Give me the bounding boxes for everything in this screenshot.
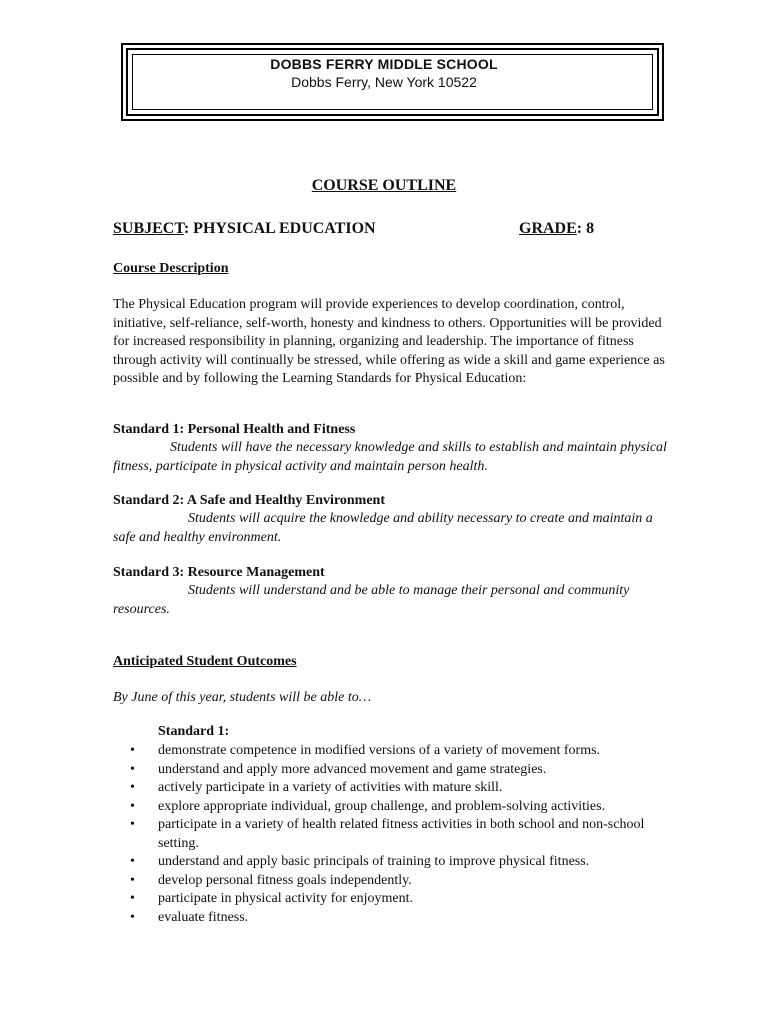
standard-1-title: Standard 1: Personal Health and Fitness xyxy=(113,422,356,437)
list-item xyxy=(130,853,660,872)
outcomes-heading: Anticipated Student Outcomes xyxy=(113,654,297,669)
course-description-paragraph: The Physical Education program will provide experiences to develop coordination, control, initiative, self-reliance, self-worth, honesty and kindness to others. Opportunities will be provided for increased responsibility in planning, organizing and leadership. The importance of fitness through activity will continually be stressed, while offering as wide a skill and game experience as possible and by following the Learning Standards for Physical Education: xyxy=(113,297,665,386)
standard-3-title: Standard 3: Resource Management xyxy=(113,565,325,580)
standard-2-title: Standard 2: A Safe and Healthy Environment xyxy=(113,493,386,508)
standard-3-text: Students will understand and be able to manage their personal and community resources. xyxy=(113,583,630,617)
list-item xyxy=(130,798,660,817)
list-item xyxy=(130,909,660,928)
bullet-icon: • xyxy=(130,743,135,758)
bullet-icon: • xyxy=(130,872,135,888)
subject-label: SUBJECT xyxy=(113,220,184,237)
bullet-icon: • xyxy=(130,909,135,925)
grade-value: : 8 xyxy=(576,220,595,237)
document-title: COURSE OUTLINE xyxy=(311,177,457,194)
outcome-text: explore appropriate individual, group challenge, and problem-solving activities. xyxy=(158,798,606,814)
bullet-icon: • xyxy=(130,761,135,777)
outcomes-standard-label: Standard 1: xyxy=(158,724,230,739)
list-item xyxy=(130,890,660,909)
bullet-icon: • xyxy=(130,854,135,869)
outcome-text: understand and apply more advanced movement and game strategies. xyxy=(158,761,547,777)
standard-1-text: Students will have the necessary knowledge and skills to establish and maintain physical fitness, participate in physical activity and maintain person health. xyxy=(113,440,667,474)
bullet-icon: • xyxy=(130,891,135,906)
list-item xyxy=(130,761,660,780)
school-name: DOBBS FERRY MIDDLE SCHOOL xyxy=(270,56,498,72)
outcomes-intro: By June of this year, students will be able to… xyxy=(113,690,372,705)
outcome-text: evaluate fitness. xyxy=(158,909,249,925)
bullet-icon: • xyxy=(130,798,135,814)
bullet-icon: • xyxy=(130,780,135,795)
subject-line xyxy=(113,220,376,238)
outcome-text: demonstrate competence in modified versions of a variety of movement forms. xyxy=(158,743,601,758)
outcomes-list xyxy=(130,742,660,927)
school-address: Dobbs Ferry, New York 10522 xyxy=(291,74,477,90)
standard-2-text: Students will acquire the knowledge and ability necessary to create and maintain a safe and healthy environment. xyxy=(113,511,653,545)
list-item xyxy=(130,816,660,853)
course-description-heading: Course Description xyxy=(113,261,229,276)
list-item xyxy=(130,872,660,891)
outcome-text: actively participate in a variety of activities with mature skill. xyxy=(158,780,503,795)
grade-line xyxy=(519,220,594,238)
outcome-text: develop personal fitness goals independently. xyxy=(158,872,412,888)
outcome-text: understand and apply basic principals of training to improve physical fitness. xyxy=(158,854,590,869)
grade-label: GRADE xyxy=(519,220,577,237)
bullet-icon: • xyxy=(130,817,135,832)
list-item xyxy=(130,779,660,798)
outcome-text: participate in physical activity for enjoyment. xyxy=(158,891,414,906)
subject-value: : PHYSICAL EDUCATION xyxy=(183,220,376,237)
outcome-text: participate in a variety of health related fitness activities in both school and non-school setting. xyxy=(158,817,645,851)
list-item xyxy=(130,742,660,761)
